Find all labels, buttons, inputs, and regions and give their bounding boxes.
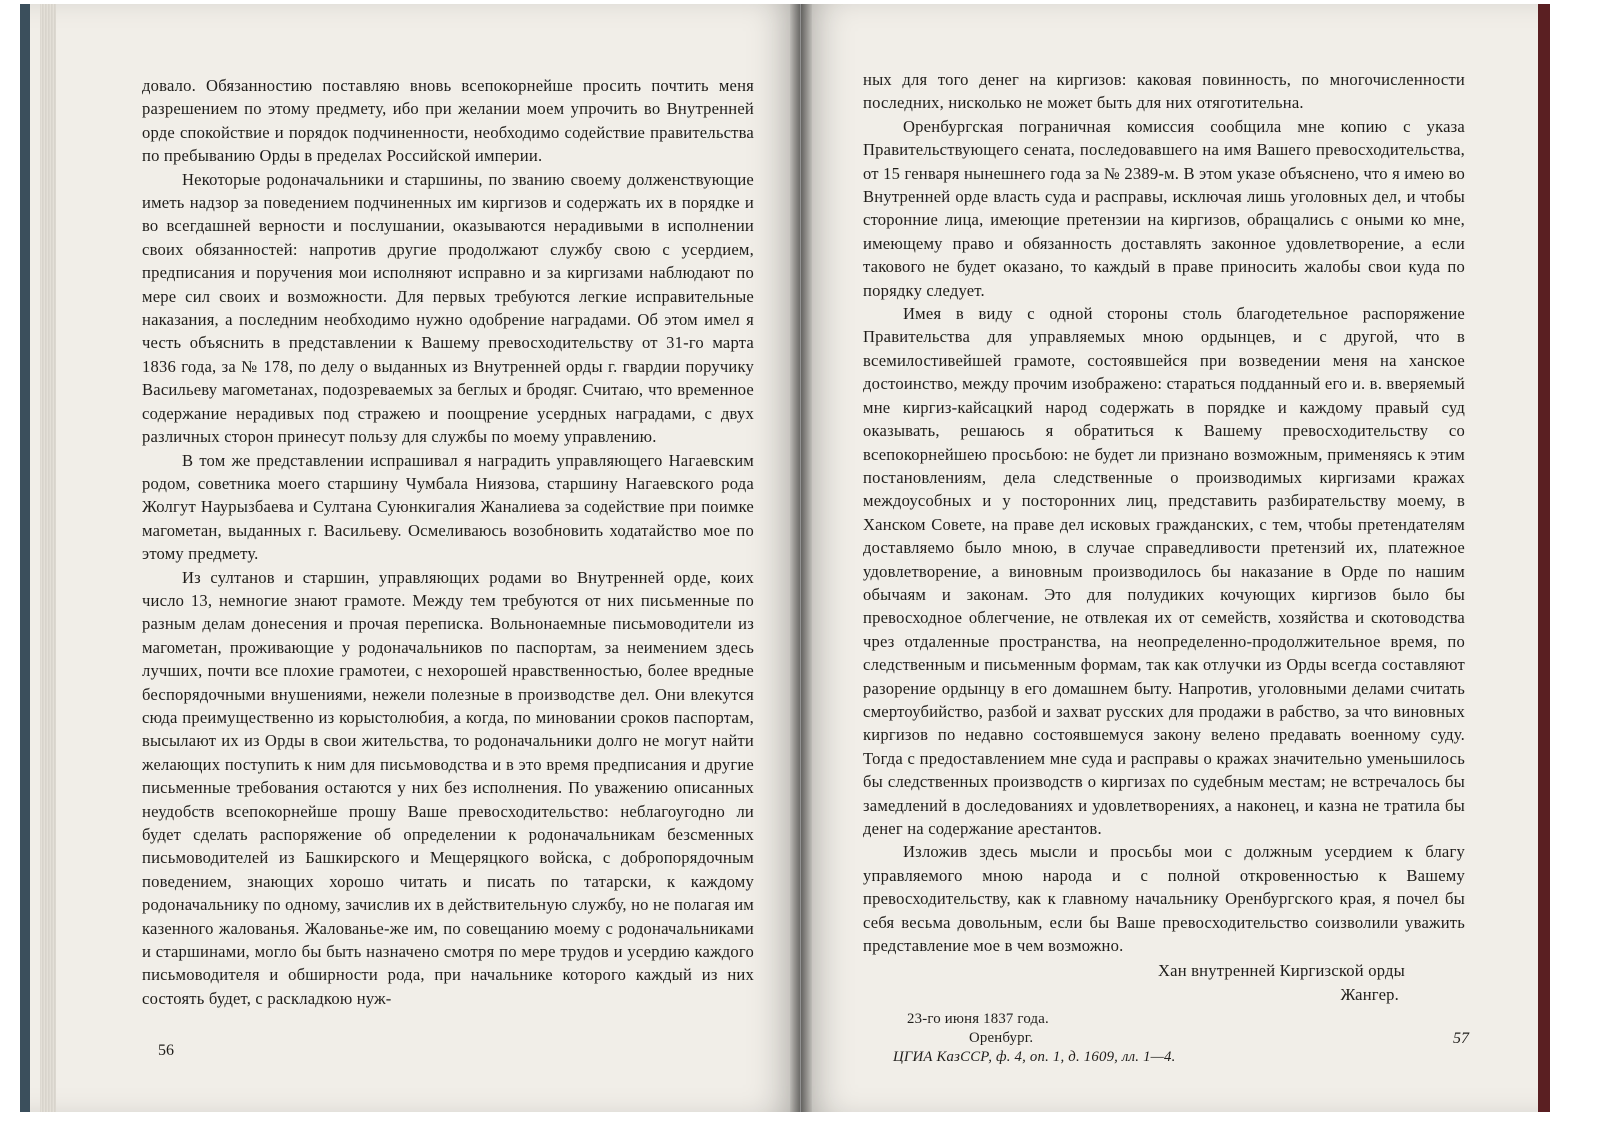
paragraph: Некоторые родоначальники и старшины, по званию своему долженствующие иметь надзор за поведением подчиненных им киргизов и содержать их в порядке и во всегдашней верности и послушании, оказываются нерадивыми в исполнении своих обязанностей: напротив другие продолжают службу свою с усердием, предписания и поручения мои исполняют исправно и за киргизами наблюдают по мере сил своих и возможности. Для первых требуются легкие исправительные наказания, а последним необходимо нужно одобрение наградами. Об этом имел я честь объяснить в представлении к Вашему превосходительству от 31-го марта 1836 года, за № 178, по делу о выданных из Внутренней орды г. гвардии поручику Васильеву магометанах, подозреваемых за беглых и бродяг. Считаю, что временное содержание нерадивых под стражею и поощрение усердных наградами, с двух различных сторон принесут пользу для службы по моему управлению. [142, 169, 754, 447]
paragraph: Из султанов и старшин, управляющих родами во Внутренней орде, коих число 13, немногие знают грамоте. Между тем требуются от них письменные по разным делам донесения и прочая переписка. Вольнонаемные письмоводители из магометан, проживающие у родоначальников по паспортам, за неимением здесь лучших, почти все плохие грамотеи, с нехорошей нравственностью, более вредные беспорядочными внушениями, нежели полезные в производстве дел. Они влекутся сюда преимущественно из корыстолюбия, а когда, по миновании сроков паспортам, высылают их из Орды в свои жительства, то родоначальники долго не могут найти желающих поступить к ним для письмоводства и в это время предписания и другие письменные требования остаются у них без исполнения. По уважению описанных неудобств всепокорнейше прошу Ваше превосходительство: неблагоугодно ли будет сделать распоряжение об определении к родоначальникам безсменных письмоводителей из Башкирского и Мещеряцкого войска, с добропорядочным поведением, знающих хорошо читать и писать по татарски, к каждому родоначальнику по одному, зачислив их в действительную службу, но не полагая им казенного жалованья. Жалованье-же им, по совещанию моему с родоначальниками и старшинами, могло бы быть назначено смотря по мере трудов и усердию каждого письмоводителя и обширности рода, при начальнике которого каждый из них состоять будет, с раскладкою нуж- [142, 567, 754, 1008]
book-gutter [790, 4, 812, 1112]
signature-title: Хан внутренней Киргизской орды [1157, 961, 1405, 981]
right-page-text [863, 68, 1465, 1067]
signature-block [863, 959, 1465, 1006]
left-page [20, 4, 800, 1112]
page-number-right: 57 [1453, 1030, 1469, 1047]
signature-name: Жангер. [1340, 984, 1399, 1004]
paragraph: Имея в виду с одной стороны столь благодетельное распоряжение Правительства для управляемых мною ордынцев, и с другой, что в всемилостивейшей грамоте, состоявшейся при возведении меня на ханское достоинство, между прочим изображено: стараться подданный его и. в. вверяемый мне киргиз-кайсацкий народ содержать в порядке и каждому правый суд оказывать, решаюсь я обратиться к Вашему превосходительству со всепокорнейшею просьбою: не будет ли признано возможным, применяясь к этим постановлениям, дела следственные о производимых киргизами кражах междоусобных и у посторонних лиц, представить разбирательству моему, в Ханском Совете, на праве дел исковых гражданских, с тем, чтобы претендателям доставляемо было мною, в случае справедливости претензий их, платежное удовлетворение, а виновным производилось бы наказание в Орде по нашим обычаям и законам. Это для полудиких кочующих киргизов было бы превосходное облегчение, не отвлекая их от семейств, хозяйства и скотоводства чрез отдаленные пространства, на неопределенно-продолжительное время, по следственным и письменным формам, так как отлучки из Орды всегда составляют разорение ордынцу в его домашнем быту. Напротив, уголовными делами считать смертоубийство, разбой и захват русских для продажи в рабство, за что виновных киргизов по недавно состоявшемуся закону велено предавать военному суду. Тогда с предоставлением мне суда и расправы о кражах значительно уменьшилось бы следственных производств о киргизах по судебным местам; не встречалось бы замедлений в доследованиях и удовлетворениях, а наконец, и казна не тратила бы денег на содержание арестантов. [863, 304, 1465, 838]
paragraph: довало. Обязанностию поставляю вновь всепокорнейше просить почтить меня разрешением по этому предмету, ибо при желании моем упрочить во Внутренней орде спокойствие и порядок подчиненности, необходимо содействие правительства по пребыванию Орды в пределах Российской империи. [142, 76, 754, 166]
page-edges [40, 4, 56, 1112]
document-meta [863, 1010, 1465, 1067]
paragraph: Изложив здесь мысли и просьбы мои с должным усердием к благу управляемого мною народа и с полной откровенностью к Вашему превосходительству, как к главному начальнику Оренбургского края, я почел бы себя весьма довольным, если бы Ваше превосходительство соизволили уважить представление мое в чем возможно. [863, 842, 1465, 956]
paragraph: Оренбургская пограничная комиссия сообщила мне копию с указа Правительствующего сената, последовавшего на имя Вашего превосходительства, от 15 генваря нынешнего года за № 2389-м. В этом указе объяснено, что я имею во Внутренней орде власть суда и расправы, исключая лишь уголовных дел, и чтобы сторонние лица, имеющие претензии на киргизов, обращались с оными ко мне, имеющему право и обязанность доставлять законное удовлетворение, а если такового не будет оказано, то каждый в праве приносить жалобы свои куда по порядку следует. [863, 116, 1465, 300]
paragraph: ных для того денег на киргизов: каковая повинность, по многочисленности последних, нисколько не может быть для них отяготительна. [863, 70, 1465, 113]
book-spread [20, 4, 1550, 1114]
paragraph: В том же представлении испрашивал я наградить управляющего Нагаевским родом, советника моего старшину Чумбала Ниязова, старшину Нагаевского рода Жолгут Наурызбаева и Султана Суюнкигалия Жаналиева за содействие при поимке магометан, выданных г. Васильеву. Осмеливаюсь возобновить ходатайство мое по этому предмету. [142, 450, 754, 564]
left-page-text [142, 74, 754, 1010]
page-number-left: 56 [158, 1042, 174, 1059]
right-page [801, 4, 1550, 1112]
archive-source: ЦГИА КазССР, ф. 4, оп. 1, д. 1609, лл. 1—4. [893, 1049, 1176, 1066]
document-place: Оренбург. [969, 1030, 1034, 1047]
document-date: 23-го июня 1837 года. [907, 1011, 1049, 1028]
